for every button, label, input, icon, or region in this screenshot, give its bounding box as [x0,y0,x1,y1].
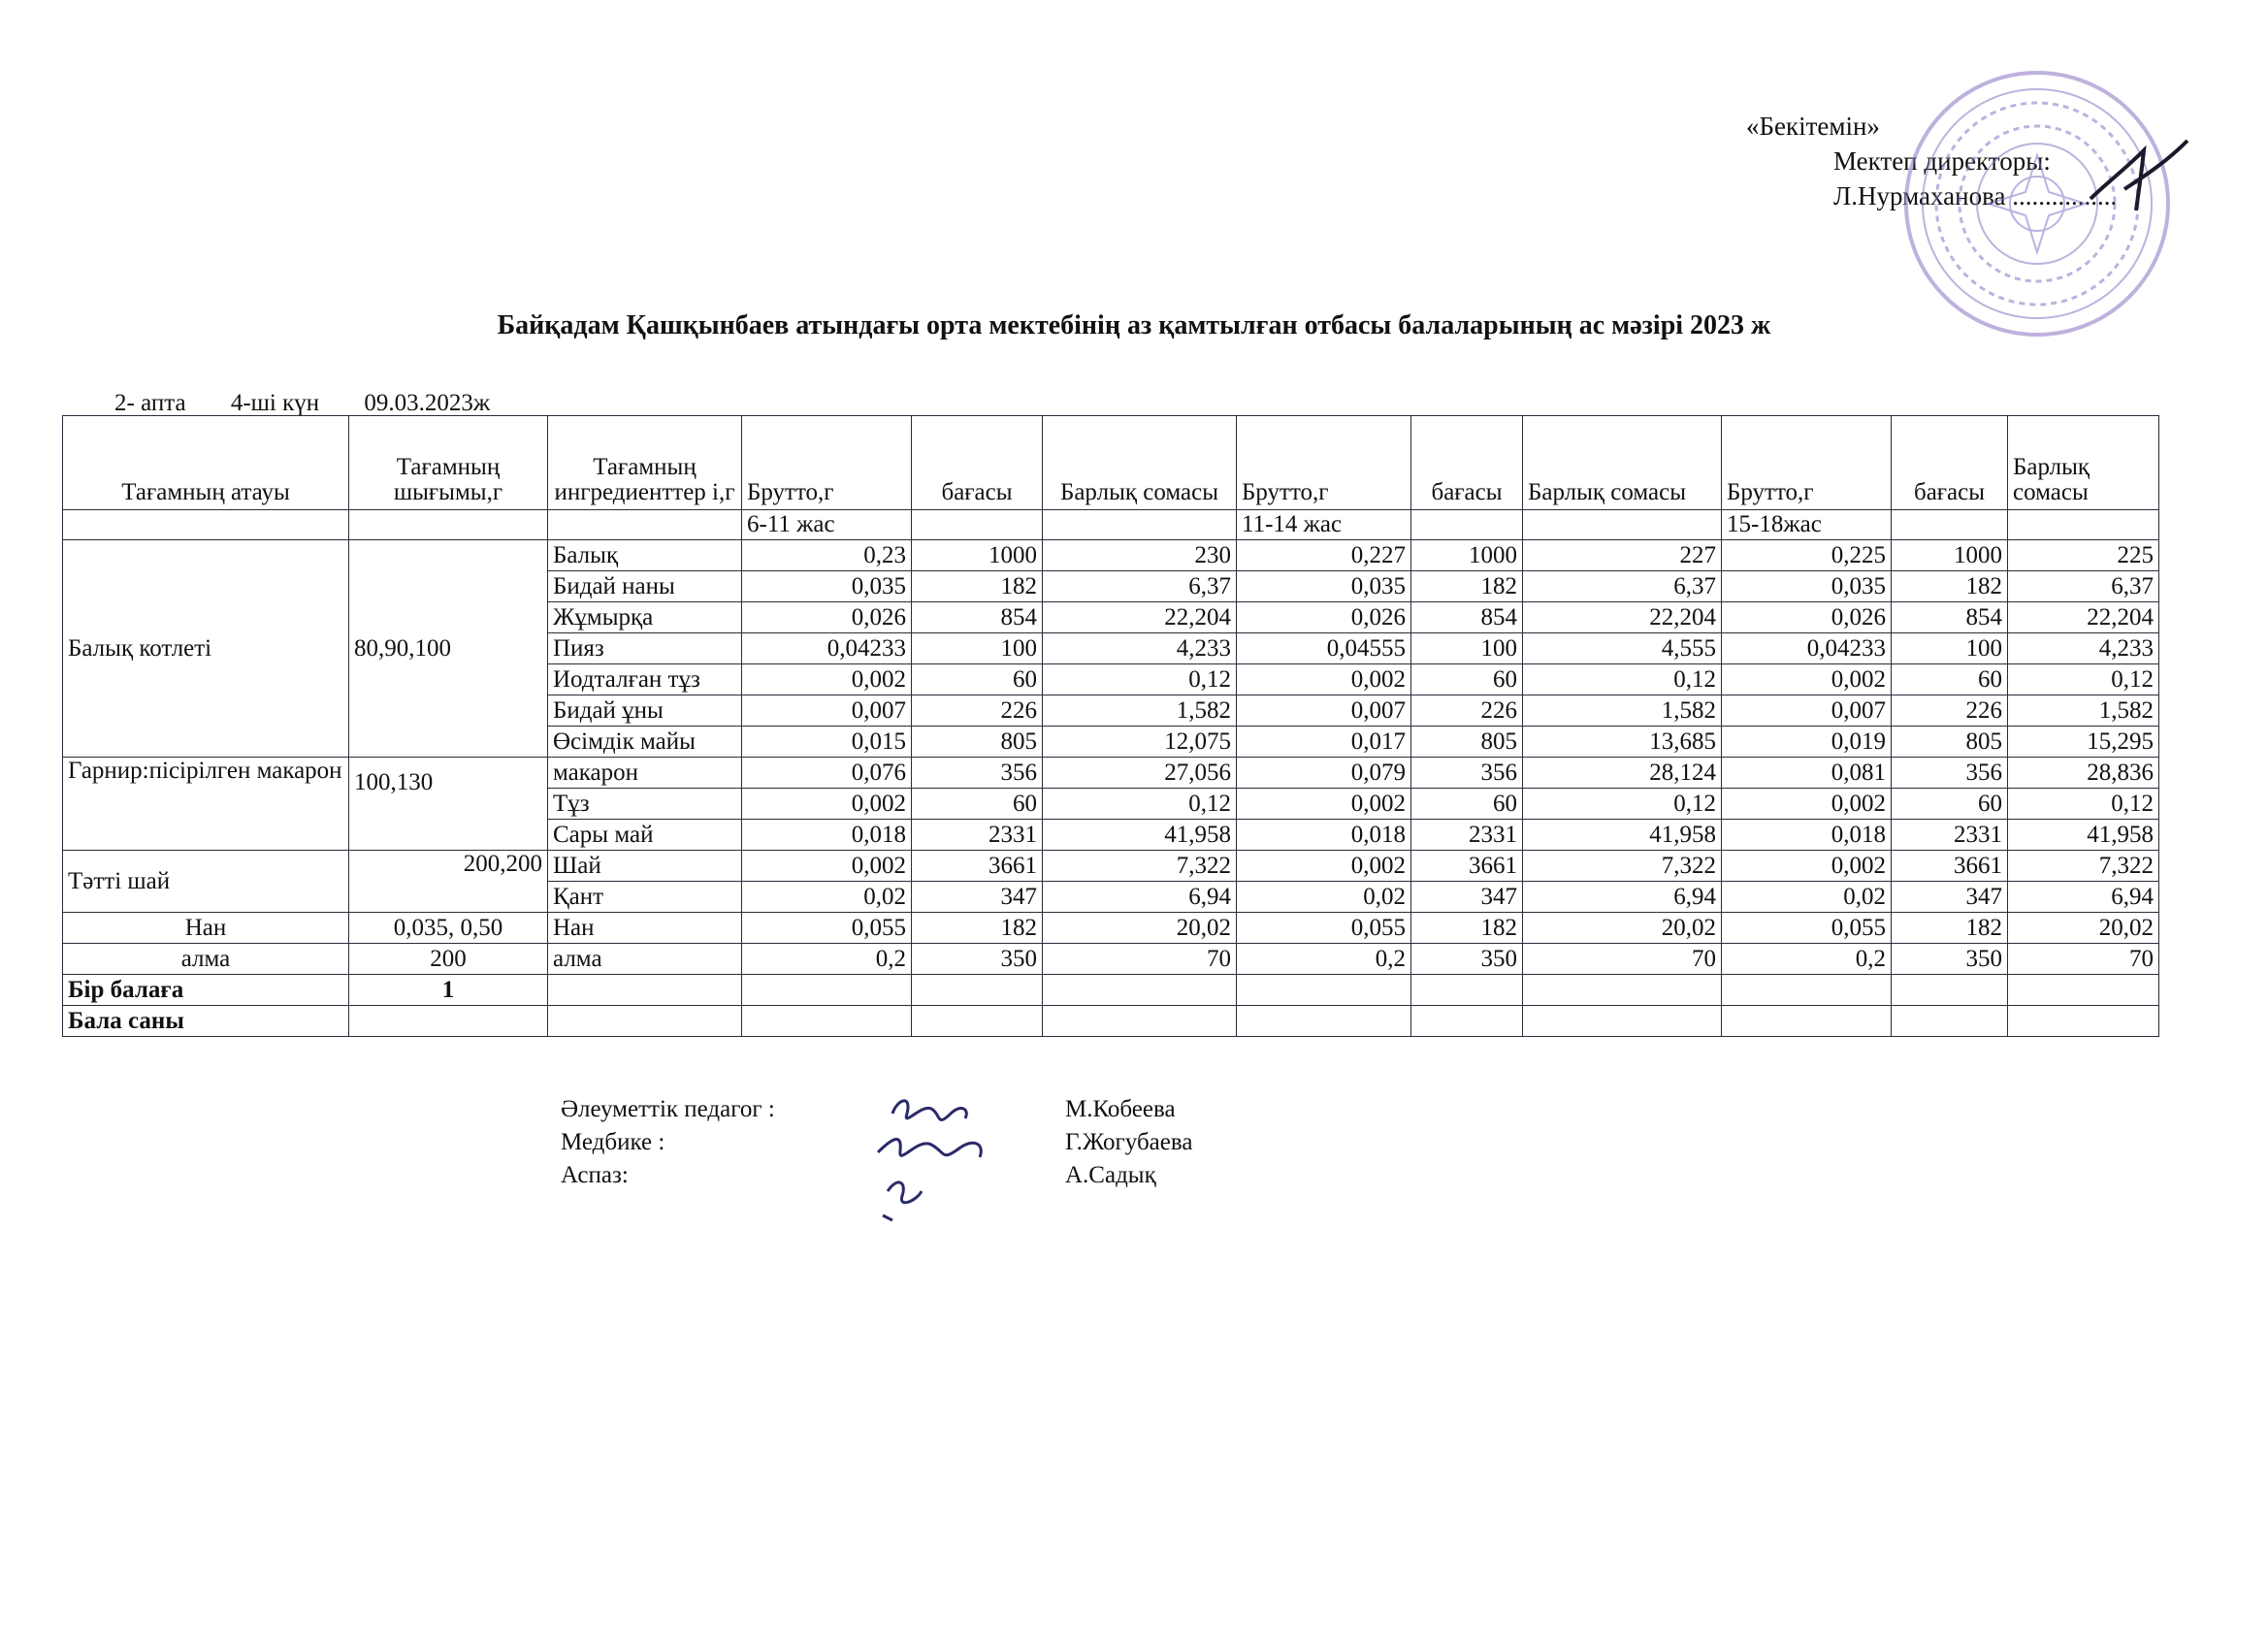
cell: 0,055 [1722,913,1892,944]
cell: 0,12 [1523,789,1722,820]
staff-role: Медбике : [561,1129,665,1155]
cell: 0,026 [742,602,912,633]
ingredient-name: макарон [548,758,742,789]
cell: 0,2 [1722,944,1892,975]
cell: 0,02 [742,882,912,913]
cell: 1000 [1411,540,1523,571]
cell: 41,958 [1523,820,1722,851]
cell: 0,035 [1237,571,1411,602]
age-group-label: 11-14 жас [1237,510,1411,540]
cell: 15,295 [2008,727,2159,758]
cell: 60 [912,664,1043,695]
dish-name: Тәтті шай [63,851,349,913]
per-child-row [63,975,2159,1006]
cell: 0,227 [1237,540,1411,571]
cell: 1000 [1892,540,2008,571]
cell: 0,079 [1237,758,1411,789]
cell: 0,225 [1722,540,1892,571]
cell: 182 [1411,913,1523,944]
ingredient-name: Шай [548,851,742,882]
cell: 22,204 [2008,602,2159,633]
cell: 805 [1892,727,2008,758]
child-count-label: Бала саны [63,1006,349,1037]
dish-name: Нан [63,913,349,944]
cell: 7,322 [2008,851,2159,882]
cell: 182 [1892,913,2008,944]
cell: 7,322 [1043,851,1237,882]
cell: 350 [912,944,1043,975]
per-child-label: Бір балаға [63,975,349,1006]
cell: 0,04233 [1722,633,1892,664]
cell: 1,582 [1523,695,1722,727]
cell: 225 [2008,540,2159,571]
child-count-row [63,1006,2159,1037]
cell: 70 [1043,944,1237,975]
cell: 0,055 [742,913,912,944]
cell: 3661 [1892,851,2008,882]
cell: 0,002 [742,851,912,882]
cell: 13,685 [1523,727,1722,758]
week-label: 2- апта [114,390,186,416]
cell: 182 [912,913,1043,944]
cell: 182 [1411,571,1523,602]
cell: 20,02 [2008,913,2159,944]
cell: 347 [912,882,1043,913]
table-header: Тағамның ингредиенттер і,г [548,416,742,510]
ingredient-name: Бидай ұны [548,695,742,727]
ingredient-name: Өсімдік майы [548,727,742,758]
cell: 6,94 [2008,882,2159,913]
ingredient-name: Қант [548,882,742,913]
cell: 0,002 [1722,664,1892,695]
cell: 226 [912,695,1043,727]
table-header: бағасы [1411,416,1523,510]
table-header-row [63,416,2159,510]
director-name: Л.Нурмаханова ................ [1833,181,2118,210]
cell: 0,02 [1237,882,1411,913]
cell: 0,002 [742,664,912,695]
cell: 6,37 [1043,571,1237,602]
cell: 226 [1411,695,1523,727]
cell: 41,958 [1043,820,1237,851]
dish-name: Гарнир:пісірілген макарон [63,758,349,851]
cell: 1,582 [2008,695,2159,727]
cell: 60 [912,789,1043,820]
cell: 6,94 [1043,882,1237,913]
cell: 0,015 [742,727,912,758]
dish-yield: 0,035, 0,50 [349,913,548,944]
cell: 1000 [912,540,1043,571]
cell: 100 [912,633,1043,664]
cell: 0,007 [1237,695,1411,727]
cell: 70 [2008,944,2159,975]
menu-table [62,415,2159,1037]
cell: 0,002 [1237,851,1411,882]
cell: 0,002 [1237,664,1411,695]
cell: 0,007 [742,695,912,727]
dish-name: Балық котлеті [63,540,349,758]
cell: 7,322 [1523,851,1722,882]
director-signature-icon [2086,131,2192,218]
cell: 28,836 [2008,758,2159,789]
cell: 854 [1411,602,1523,633]
per-child-value: 1 [349,975,548,1006]
staff-role: Әлеуметтік педагог : [561,1096,775,1122]
cell: 356 [1411,758,1523,789]
cell: 3661 [912,851,1043,882]
cell: 22,204 [1043,602,1237,633]
table-header: Тағамның шығымы,г [349,416,548,510]
cell: 0,007 [1722,695,1892,727]
ingredient-name: Бидай наны [548,571,742,602]
cell: 100 [1892,633,2008,664]
staff-name: А.Садық [1065,1162,1156,1188]
cell: 350 [1411,944,1523,975]
cell: 0,035 [1722,571,1892,602]
cell: 805 [1411,727,1523,758]
cell: 347 [1892,882,2008,913]
cell: 6,37 [2008,571,2159,602]
cell: 805 [912,727,1043,758]
dish-yield: 100,130 [349,758,548,851]
cell: 20,02 [1043,913,1237,944]
cell: 0,12 [1043,789,1237,820]
cell: 0,12 [2008,789,2159,820]
staff-name: М.Кобеева [1065,1096,1176,1122]
ingredient-name: алма [548,944,742,975]
cell: 0,081 [1722,758,1892,789]
cell: 0,04555 [1237,633,1411,664]
dish-yield: 200 [349,944,548,975]
cell: 22,204 [1523,602,1722,633]
cell: 0,026 [1237,602,1411,633]
age-group-label: 15-18жас [1722,510,1892,540]
table-header: Брутто,г [1722,416,1892,510]
cell: 12,075 [1043,727,1237,758]
cell: 60 [1892,789,2008,820]
ingredient-name: Тұз [548,789,742,820]
dish-name: алма [63,944,349,975]
cell: 347 [1411,882,1523,913]
cell: 356 [1892,758,2008,789]
table-header: бағасы [1892,416,2008,510]
cell: 0,055 [1237,913,1411,944]
table-row [63,913,2159,944]
cell: 0,076 [742,758,912,789]
date-label: 09.03.2023ж [364,390,491,416]
cell: 0,018 [1722,820,1892,851]
cell: 60 [1411,789,1523,820]
cell: 0,02 [1722,882,1892,913]
cell: 60 [1892,664,2008,695]
table-header: Тағамның атауы [63,416,349,510]
cell: 0,2 [742,944,912,975]
cell: 70 [1523,944,1722,975]
ingredient-name: Балық [548,540,742,571]
cell: 0,018 [742,820,912,851]
approval-line: «Бекітемін» [1746,112,1880,141]
cell: 0,002 [1722,851,1892,882]
cell: 0,12 [1043,664,1237,695]
cell: 1,582 [1043,695,1237,727]
ingredient-name: Иодталған тұз [548,664,742,695]
day-label: 4-ші күн [230,390,320,416]
cell: 230 [1043,540,1237,571]
table-header: Брутто,г [1237,416,1411,510]
cell: 0,002 [742,789,912,820]
cell: 0,2 [1237,944,1411,975]
cell: 182 [912,571,1043,602]
cell: 356 [912,758,1043,789]
cell: 0,017 [1237,727,1411,758]
table-header: бағасы [912,416,1043,510]
dish-yield: 80,90,100 [349,540,548,758]
cell: 0,23 [742,540,912,571]
subtitle [114,390,529,417]
cell: 28,124 [1523,758,1722,789]
cell: 0,018 [1237,820,1411,851]
age-group-label: 6-11 жас [742,510,912,540]
director-title: Мектеп директоры: [1833,146,2051,176]
page-title: Байқадам Қашқынбаев атындағы орта мектебінің аз қамтылған отбасы балаларының ас мәзірі 2023 ж [497,310,1771,340]
cell: 100 [1411,633,1523,664]
cell: 854 [912,602,1043,633]
cell: 2331 [912,820,1043,851]
table-header: Брутто,г [742,416,912,510]
ingredient-name: Жұмырқа [548,602,742,633]
cell: 0,019 [1722,727,1892,758]
table-header: Барлық сомасы [1523,416,1722,510]
staff-signatures-icon [863,1084,999,1230]
ingredient-name: Сары май [548,820,742,851]
table-row [63,944,2159,975]
cell: 60 [1411,664,1523,695]
staff-name: Г.Жогубаева [1065,1129,1193,1155]
cell: 182 [1892,571,2008,602]
table-header: Барлық сомасы [2008,416,2159,510]
cell: 0,026 [1722,602,1892,633]
table-header: Барлық сомасы [1043,416,1237,510]
cell: 27,056 [1043,758,1237,789]
cell: 2331 [1411,820,1523,851]
cell: 0,12 [2008,664,2159,695]
cell: 0,035 [742,571,912,602]
cell: 4,555 [1523,633,1722,664]
cell: 2331 [1892,820,2008,851]
cell: 0,002 [1237,789,1411,820]
ingredient-name: Пияз [548,633,742,664]
cell: 41,958 [2008,820,2159,851]
cell: 0,04233 [742,633,912,664]
cell: 20,02 [1523,913,1722,944]
age-group-row [63,510,2159,540]
cell: 3661 [1411,851,1523,882]
cell: 854 [1892,602,2008,633]
table-row [63,540,2159,571]
cell: 226 [1892,695,2008,727]
cell: 6,37 [1523,571,1722,602]
cell: 0,002 [1722,789,1892,820]
staff-role: Аспаз: [561,1162,629,1188]
table-row [63,851,2159,882]
cell: 4,233 [2008,633,2159,664]
cell: 6,94 [1523,882,1722,913]
cell: 4,233 [1043,633,1237,664]
cell: 350 [1892,944,2008,975]
cell: 227 [1523,540,1722,571]
table-row [63,758,2159,789]
ingredient-name: Нан [548,913,742,944]
dish-yield: 200,200 [349,851,548,913]
cell: 0,12 [1523,664,1722,695]
